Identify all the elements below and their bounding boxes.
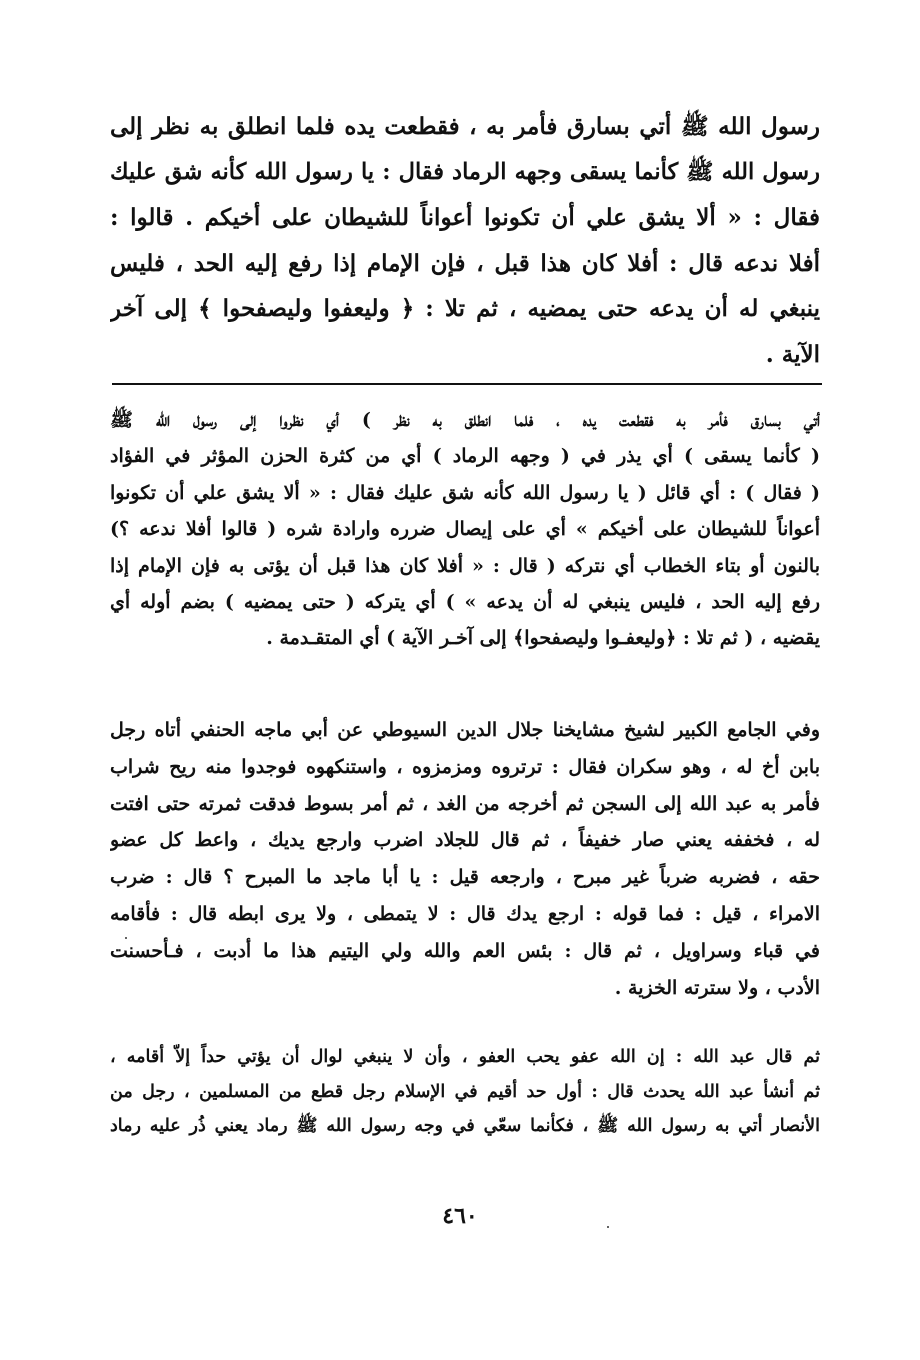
- scan-speck: [125, 937, 127, 939]
- commentary-line: رفع إليه الحد ، فليس ينبغي له أن يدعه » ) أي يتركه ( حتى يمضيه ) بضم أوله أي: [110, 591, 820, 614]
- commentary-line: أتي بسارق فأمر به فقطعت يده ، فلما انطلق به نظر ) أي نظروا إلى رسول الله ﷺ: [110, 409, 820, 431]
- commentary-block: [110, 402, 820, 657]
- paragraph-line: الامراء ، قيل : فما قوله : ارجع يدك قال : لا يتمطى ، ولا يرى ابطه قال : فأقامه: [110, 902, 820, 925]
- paragraph-abdullah: [110, 1040, 820, 1144]
- commentary-line: أعواناً للشيطان على أخيكم » أي على إيصال ضرره وارادة شره ( قالوا أفلا ندعه ؟): [110, 518, 820, 541]
- commentary-line: ( كأنما يسقى ) أي يذر في ( وجهه الرماد ) أي من كثرة الحزن المؤثر في الفؤاد: [110, 445, 820, 468]
- scan-speck: [607, 1226, 609, 1228]
- paragraph-line: الأدب ، ولا سترته الخزية .: [614, 976, 820, 999]
- main-text-block: [110, 104, 820, 377]
- main-text-line: رسول الله ﷺ كأنما يسقى وجهه الرماد فقال : يا رسول الله كأنه شق عليك: [110, 158, 820, 185]
- paragraph-line: الأنصار أتي به رسول الله ﷺ ، فكأنما سعّي في وجه رسول الله ﷺ رماد يعني ذُر عليه رماد: [110, 1116, 820, 1137]
- paragraph-line: له ، فخففه يعني صار خفيفاً ، ثم قال للجلاد اضرب وارجع يديك ، واعط كل عضو: [110, 829, 820, 852]
- paragraph-line: بابن أخ له ، وهو سكران فقال : ترتروه ومزمزوه ، واستنكهوه فوجدوا منه ريح شراب: [110, 755, 820, 778]
- paragraph-line: ثم قال عبد الله : إن الله عفو يحب العفو ، وأن لا ينبغي لوال أن يؤتي حداً إلاّ أقامه ،: [110, 1047, 820, 1067]
- page-number: ٤٦٠: [442, 1203, 478, 1229]
- main-text-line: الآية .: [765, 340, 820, 368]
- paragraph-line: فأمر به عبد الله إلى السجن ثم أخرجه من الغد ، ثم أمر بسوط فدقت ثمرته حتى افتت: [110, 792, 820, 815]
- main-text-line: ينبغي له أن يدعه حتى يمضيه ، ثم تلا : ﴿ وليعفوا وليصفحوا ﴾ إلى آخر: [110, 295, 820, 322]
- commentary-line: ( فقال ) : أي قائل ( يا رسول الله كأنه شق عليك فقال : « ألا يشق علي أن تكونوا: [110, 481, 820, 504]
- commentary-line: يقضيه ، ( ثم تلا : ﴿وليعفـوا وليصفحوا﴾ إلى آخـر الآية ) أي المتقـدمة .: [266, 627, 820, 650]
- paragraph-line: وفي الجامع الكبير لشيخ مشايخنا جلال الدين السيوطي عن أبي ماجه الحنفي أتاه رجل: [110, 719, 820, 741]
- commentary-line: بالنون أو بتاء الخطاب أي نتركه ( قال : « أفلا كان هذا قبل أن يؤتى به فإن الإمام إذا: [110, 554, 820, 577]
- separator-rule: [112, 383, 822, 385]
- paragraph-line: في قباء وسراويل ، ثم قال : بئس العم والله ولي اليتيم هذا ما أدبت ، فـأحسنت: [110, 939, 820, 962]
- paragraph-line: ثم أنشأ عبد الله يحدث قال : أول حد أقيم في الإسلام رجل قطع من المسلمين ، رجل من: [110, 1081, 820, 1102]
- paragraph-line: حقه ، فضربه ضرباً غير مبرح ، وارجعه قيل : يا أبا ماجد ما المبرح ؟ قال : ضرب: [110, 866, 820, 889]
- paragraph-jami-kabir: [110, 712, 820, 1006]
- main-text-line: فقال : « ألا يشق علي أن تكونوا أعواناً للشيطان على أخيكم . قالوا :: [110, 204, 820, 231]
- main-text-line: رسول الله ﷺ أتي بسارق فأمر به ، فقطعت يده فلما انطلق به نظر إلى: [110, 113, 820, 140]
- main-text-line: أفلا ندعه قال : أفلا كان هذا قبل ، فإن الإمام إذا رفع إليه الحد ، فليس: [110, 249, 820, 277]
